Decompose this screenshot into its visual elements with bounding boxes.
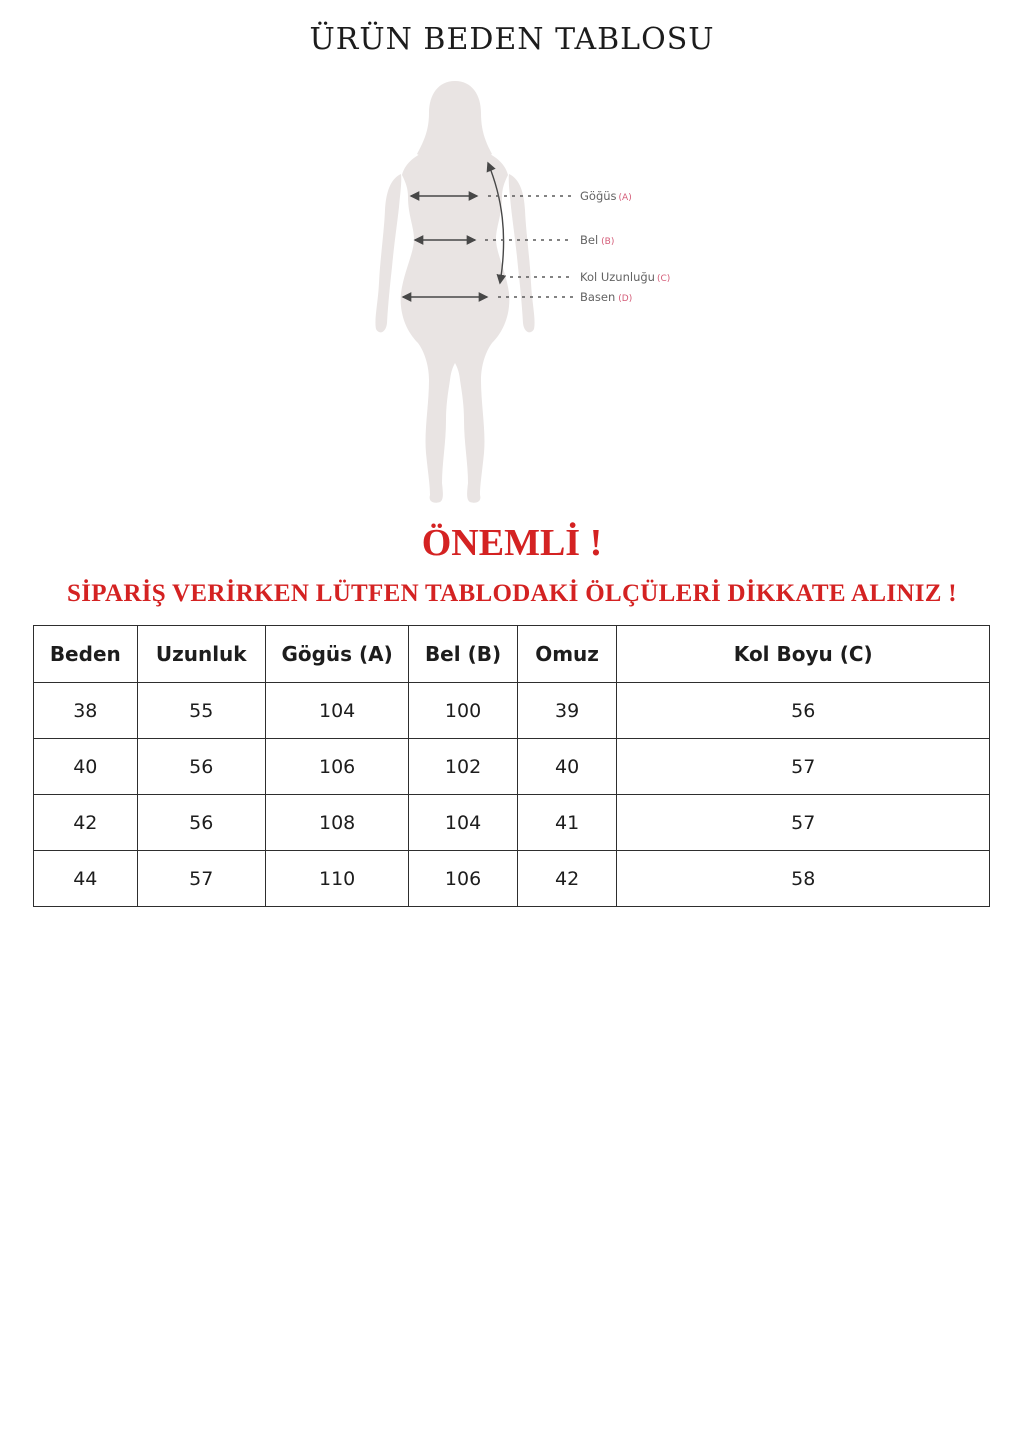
female-silhouette	[375, 81, 534, 503]
header-beden: Beden	[34, 626, 138, 683]
cell-uzunluk: 56	[137, 739, 265, 795]
cell-kol: 56	[617, 683, 990, 739]
cell-beden: 42	[34, 795, 138, 851]
table-row	[34, 795, 990, 851]
cell-bel: 102	[409, 739, 517, 795]
cell-beden: 38	[34, 683, 138, 739]
header-uzunluk: Uzunluk	[137, 626, 265, 683]
order-warning-text: SİPARİŞ VERİRKEN LÜTFEN TABLODAKİ ÖLÇÜLERİ DİKKATE ALINIZ !	[67, 580, 957, 607]
header-gogus: Gögüs (A)	[265, 626, 408, 683]
body-silhouette-figure	[330, 75, 790, 515]
cell-uzunluk: 56	[137, 795, 265, 851]
cell-kol: 57	[617, 795, 990, 851]
cell-beden: 44	[34, 851, 138, 907]
cell-uzunluk: 57	[137, 851, 265, 907]
cell-bel: 100	[409, 683, 517, 739]
header-bel: Bel (B)	[409, 626, 517, 683]
important-heading: ÖNEMLİ !	[421, 522, 603, 564]
cell-omuz: 39	[517, 683, 617, 739]
cell-bel: 106	[409, 851, 517, 907]
page-title: ÜRÜN BEDEN TABLOSU	[309, 22, 715, 57]
hip-label: Basen (D)	[580, 290, 633, 304]
cell-gogus: 106	[265, 739, 408, 795]
table-row	[34, 683, 990, 739]
cell-kol: 57	[617, 739, 990, 795]
body-measurement-diagram	[330, 75, 790, 515]
cell-gogus: 104	[265, 683, 408, 739]
cell-uzunluk: 55	[137, 683, 265, 739]
arm-length-label: Kol Uzunluğu (C)	[580, 270, 671, 284]
header-kol-boyu: Kol Boyu (C)	[617, 626, 990, 683]
cell-kol: 58	[617, 851, 990, 907]
cell-gogus: 108	[265, 795, 408, 851]
table-row	[34, 739, 990, 795]
cell-bel: 104	[409, 795, 517, 851]
size-table-header-row	[34, 626, 990, 683]
cell-omuz: 42	[517, 851, 617, 907]
cell-omuz: 40	[517, 739, 617, 795]
size-table	[33, 625, 990, 907]
cell-gogus: 110	[265, 851, 408, 907]
waist-label: Bel (B)	[580, 233, 615, 247]
cell-omuz: 41	[517, 795, 617, 851]
header-omuz: Omuz	[517, 626, 617, 683]
cell-beden: 40	[34, 739, 138, 795]
table-row	[34, 851, 990, 907]
chest-label: Göğüs (A)	[580, 189, 632, 203]
